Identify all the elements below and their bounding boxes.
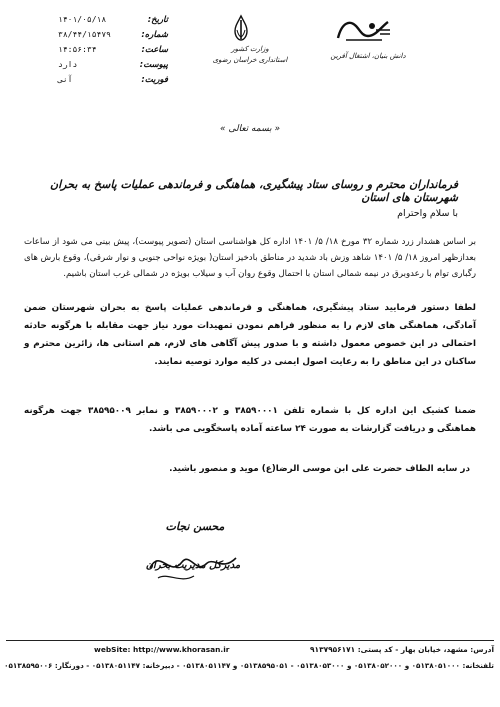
paragraph-weather-alert: بر اساس هشدار زرد شماره ۳۲ مورخ ۱۸/ ۵/ ۱۴۰۱ اداره کل هواشناسی استان (تصویر پیوست)، پیش بینی می شود از ساعات بعدازظهر امروز ۱۸/ ۵/ ۱۴۰۱ شاهد وزش باد شدید در مناطق بادخیز استان( بویژه نواحی جنوبی و نوار شرقی)، وقوع بارش های رگباری توام با رعدوبرق در نیمه شمالی استان با احتمال وقوع روان آب و سیلاب بویژه در شمالی غرب استان باشیم.	[24, 237, 476, 279]
date-label: تاریخ:	[147, 14, 168, 25]
brand-logo-icon	[332, 16, 394, 44]
date-row	[58, 12, 168, 27]
ministry-title	[200, 44, 300, 66]
ministry-line2: استانداری خراسان رضوی	[212, 56, 288, 64]
time-value: ۱۴:۵۶:۳۴	[58, 45, 97, 54]
bismillah-heading: « بسمه تعالی »	[219, 124, 281, 134]
footer-website: webSite: http://www.khorasan.ir	[94, 645, 230, 654]
footer-divider	[6, 640, 494, 641]
signer-name: محسن نجات	[165, 520, 225, 533]
urgency-value: آنی	[58, 75, 73, 84]
paragraph-instructions: لطفا دستور فرمایید ستاد پیشگیری، هماهنگی و فرماندهی عملیات پاسخ به بحران شهرستان ضمن آمادگی، هماهنگی های لازم را به منظور فراهم نمودن تمهیدات مورد نیاز جهت مقابله با هرگونه حادثه احتمالی در این خصوص معمول داشته و با صدور پیش آگاهی های لازم، هم استانی ها، زائرین محترم و ساکنان در این مناطق را به رعایت اصول ایمنی در کلیه موارد توصیه نمایند.	[24, 303, 476, 367]
urgency-row	[58, 72, 168, 87]
attachment-row	[58, 57, 168, 72]
footer-address: آدرس: مشهد، خیابان بهار - کد پستی: ۹۱۳۷۹۵۶۱۷۱	[310, 645, 494, 654]
number-row	[58, 27, 168, 42]
number-label: شماره:	[141, 29, 168, 40]
greeting-line: با سلام واحترام	[397, 208, 458, 219]
footer-line-1	[6, 645, 494, 659]
ministry-line1: وزارت کشور	[231, 45, 269, 53]
iran-emblem-icon	[229, 14, 253, 42]
signer-title: مدیرکل مدیریت بحران	[145, 560, 241, 571]
number-value: ۳۸/۴۴/۱۵۴۷۹	[58, 30, 111, 39]
time-label: ساعت:	[141, 44, 168, 55]
paragraph-contact: ضمنا کشیک این اداره کل با شماره تلفن ۳۸۵۹۰۰۰۱ و ۳۸۵۹۰۰۰۲ و نمابر ۳۸۵۹۵۰۰۹ جهت هرگونه هماهنگی و دریافت گزارشات به صورت ۲۴ ساعته آماده پاسخگویی می باشد.	[24, 406, 477, 434]
addressee-line: فرمانداران محترم و روسای ستاد پیشگیری، هماهنگی و فرماندهی عملیات پاسخ به بحران شهرستان های استان	[50, 178, 458, 204]
date-value: ۱۴۰۱/۰۵/۱۸	[58, 15, 107, 24]
urgency-label: فوریت:	[141, 74, 168, 85]
closing-line: در سایه الطاف حضرت علی ابن موسی الرضا(ع) موید و منصور باشید.	[169, 464, 470, 474]
time-row	[58, 42, 168, 57]
attachment-label: پیوست:	[139, 59, 168, 70]
attachment-value: دارد	[58, 60, 78, 69]
footer-phones: تلفنخانه: ۰۵۱۳۸۰۵۱۰۰۰ و ۰۵۱۳۸۰۵۲۰۰۰ و ۰۵۱۳۸۰۵۳۰۰۰ - ۰۵۱۳۸۵۹۵۰۵۱ و ۰۵۱۳۸۰۵۱۱۴۷ - دبیرخانه: ۰۵۱۳۸۰۵۱۱۴۷ - دورنگار: ۰۵۱۳۸۵۹۵۰۰۶	[4, 661, 494, 670]
brand-slogan: دانش بنیان، اشتغال آفرین	[330, 52, 406, 60]
letter-metadata	[58, 12, 168, 87]
